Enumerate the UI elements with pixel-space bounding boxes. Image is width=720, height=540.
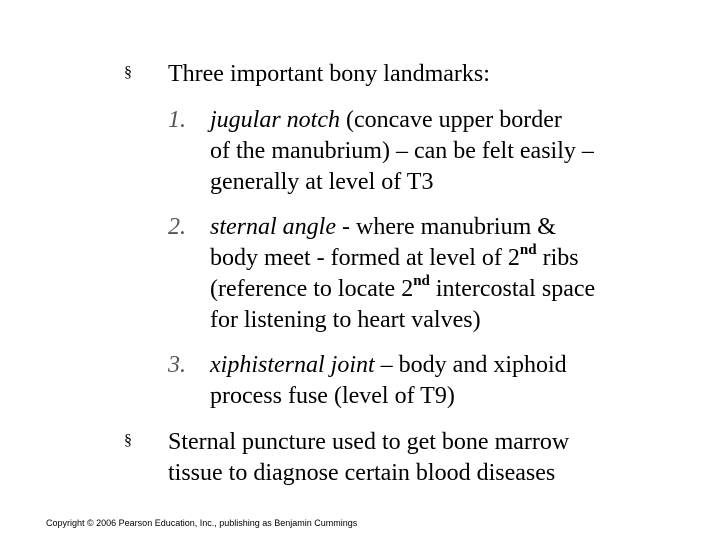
item-1-term: jugular notch xyxy=(210,107,340,133)
ordinal-suffix: nd xyxy=(413,273,430,289)
item-number-3: 3. xyxy=(168,352,186,378)
bullet-marker: § xyxy=(124,64,132,81)
item-3-line-2: process fuse (level of T9) xyxy=(210,383,455,409)
bullet-marker: § xyxy=(124,432,132,449)
item-2-line-3-text: (reference to locate 2 xyxy=(210,276,414,302)
landmarks-heading: Three important bony landmarks: xyxy=(168,61,490,87)
copyright-footer: Copyright © 2006 Pearson Education, Inc., publishing as Benjamin Cummings xyxy=(46,518,358,528)
item-2-line-3 xyxy=(210,274,595,304)
puncture-line-1: Sternal puncture used to get bone marrow xyxy=(168,429,570,455)
item-2-line-2 xyxy=(210,243,579,273)
item-2-line-2-text: body meet - formed at level of 2 xyxy=(210,245,520,271)
item-1-line-1-rest: (concave upper border xyxy=(340,107,562,133)
item-3-term: xiphisternal joint xyxy=(210,352,375,378)
item-2-line-3-end: intercostal space xyxy=(429,276,596,302)
item-1-line-1 xyxy=(210,105,562,135)
item-number-2: 2. xyxy=(168,214,186,240)
item-1-line-3: generally at level of T3 xyxy=(210,169,434,195)
item-2-term: sternal angle xyxy=(210,214,336,240)
item-number-1: 1. xyxy=(168,107,186,133)
item-2-line-4: for listening to heart valves) xyxy=(210,307,481,333)
ordinal-suffix: nd xyxy=(519,242,537,258)
item-2-line-2-end: ribs xyxy=(536,245,579,271)
item-3-line-1 xyxy=(210,350,567,380)
item-2-line-1 xyxy=(210,212,556,242)
puncture-line-2: tissue to diagnose certain blood diseases xyxy=(168,460,556,486)
item-1-line-2: of the manubrium) – can be felt easily – xyxy=(210,138,594,164)
item-2-line-1-rest: - where manubrium & xyxy=(336,214,556,240)
item-3-line-1-rest: – body and xiphoid xyxy=(374,352,567,378)
